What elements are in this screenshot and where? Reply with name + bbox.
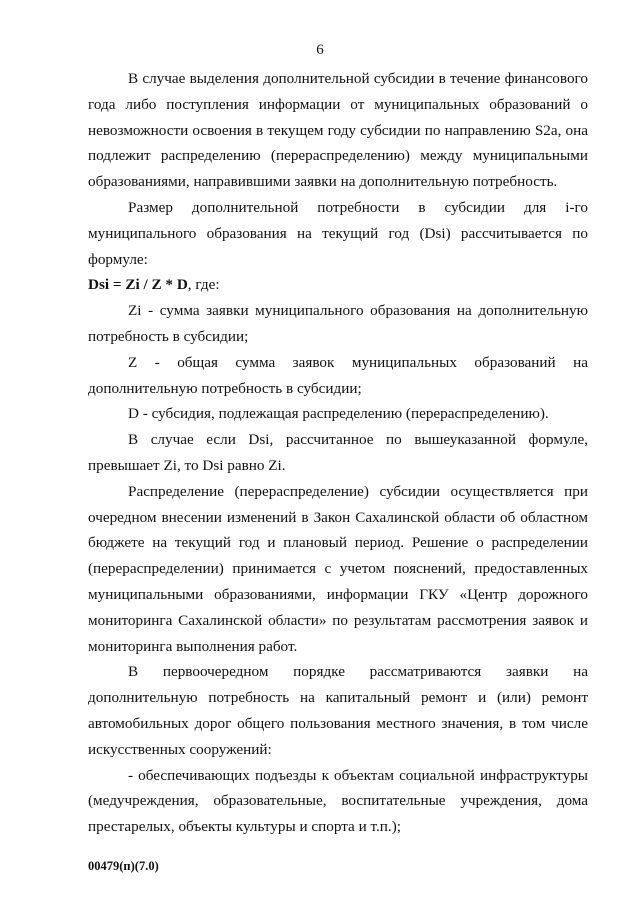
paragraph-priority: В первоочередном порядке рассматриваются заявки на дополнительную потребность на капитальный ремонт и (или) ремонт автомобильных дорог общего пользования местного значения, в том числе искусственных сооружений: — [88, 663, 588, 758]
formula-suffix: , где: — [187, 276, 220, 294]
paragraph-distribution: Распределение (перераспределение) субсидии осуществляется при очередном внесении изменений в Закон Сахалинской области об областном бюджете на текущий год и плановый период. Решение о распределении (перераспределении) принимается с учетом пояснений, предоставленных муниципальными образованиями, информации ГКУ «Центр дорожного мониторинга Сахалинской области» по результатам рассмотрения заявок и мониторинга выполнения работ. — [88, 482, 588, 655]
definition-d: D - субсидия, подлежащая распределению (перераспределению). — [128, 405, 549, 423]
document-body — [88, 66, 588, 840]
page-number: 6 — [316, 42, 324, 58]
footer-code: 00479(п)(7.0) — [88, 859, 159, 873]
paragraph-social-infrastructure: - обеспечивающих подъезды к объектам социальной инфраструктуры (медучреждения, образовательные, воспитательные учреждения, дома престарелых, объекты культуры и спорта и т.п.); — [88, 766, 588, 836]
formula-expression: Dsi = Zi / Z * D — [88, 276, 188, 294]
paragraph-formula-intro: Размер дополнительной потребности в субсидии для i-го муниципального образования на текущий год (Dsi) рассчитывается по формуле: — [88, 198, 588, 268]
definition-zi: Zi - сумма заявки муниципального образования на дополнительную потребность в субсидии; — [88, 302, 588, 345]
paragraph-additional-subsidy: В случае выделения дополнительной субсидии в течение финансового года либо поступления информации от муниципальных образований о невозможности освоения в текущем году субсидии по направлению S2a, она подлежит распределению (перераспределению) между муниципальными образованиями, направившими заявки на дополнительную потребность. — [88, 70, 588, 191]
formula — [88, 272, 588, 298]
definition-z: Z - общая сумма заявок муниципальных образований на дополнительную потребность в субсидии; — [88, 353, 588, 397]
paragraph-limit-rule: В случае если Dsi, рассчитанное по вышеуказанной формуле, превышает Zi, то Dsi равно Zi. — [88, 431, 588, 474]
